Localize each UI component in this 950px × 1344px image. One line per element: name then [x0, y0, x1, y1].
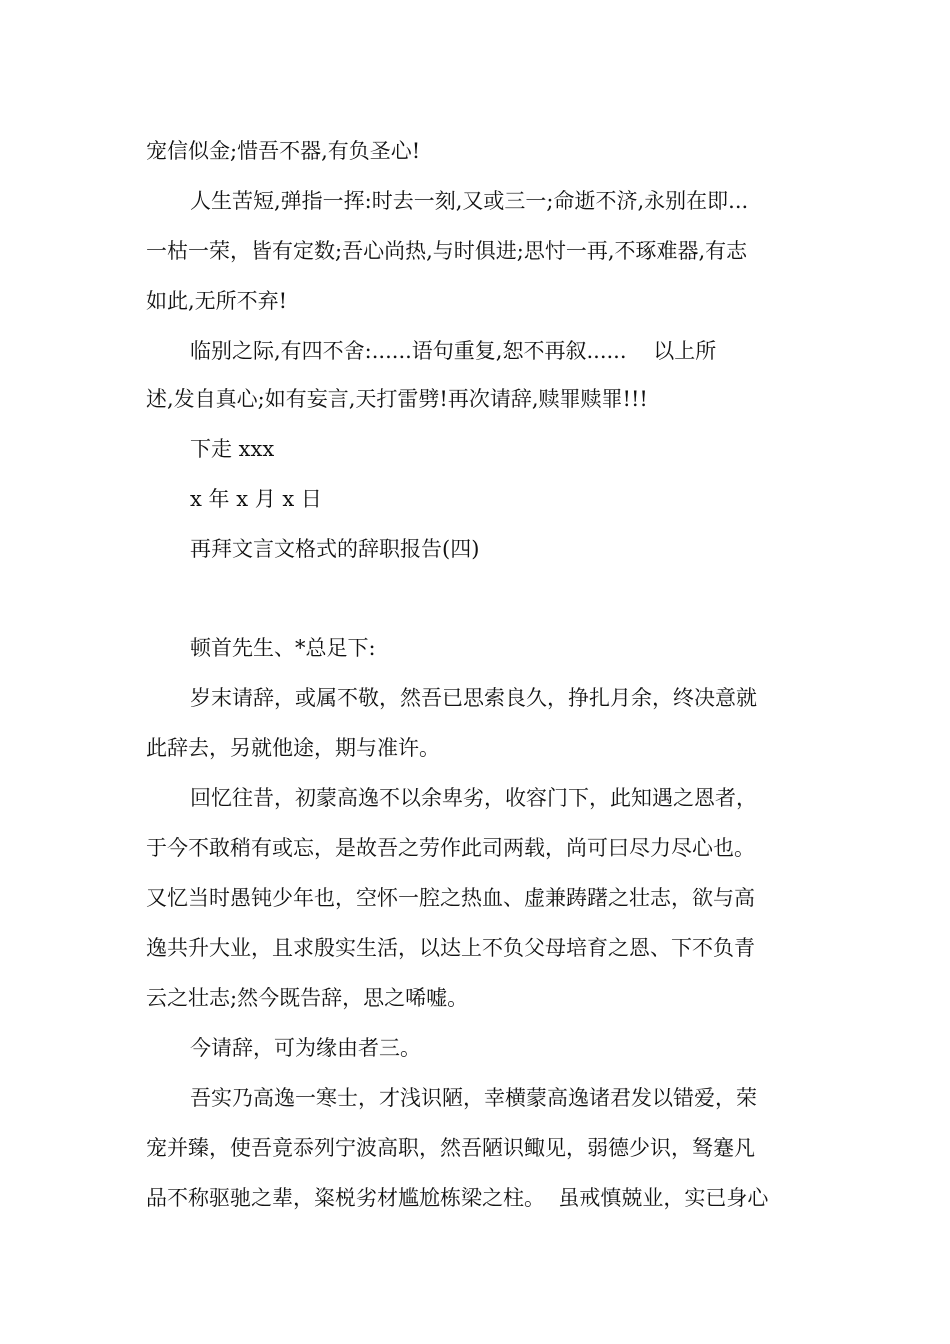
section-title: 再拜文言文格式的辞职报告(四) [190, 537, 480, 561]
date-line: x 年 x 月 x 日 [190, 487, 322, 511]
text-line: 吾实乃高逸一寒士，才浅识陋，幸横蒙高逸诸君发以错爱，荣 [190, 1086, 757, 1110]
text-line: 宠信似金;惜吾不器,有负圣心! [146, 139, 421, 163]
text-line: 如此,无所不弃! [146, 289, 288, 313]
text-line: 述,发自真心;如有妄言,天打雷劈!再次请辞,赎罪赎罪!!! [146, 387, 648, 411]
text-line: 一枯一荣，皆有定数;吾心尚热,与时俱进;思忖一再,不琢难器,有志 [146, 239, 748, 263]
text-line: 品不称驱驰之辈，粢棁劣材尴尬栋梁之柱。 虽戒慎兢业，实已身心 [146, 1186, 769, 1210]
text-line: 逸共升大业，且求殷实生活，以达上不负父母培育之恩、下不负青 [146, 936, 755, 960]
text-line: 又忆当时愚钝少年也，空怀一腔之热血、虚兼踌躇之壮志，欲与高 [146, 886, 755, 910]
salutation: 顿首先生、*总足下: [190, 636, 376, 660]
text-line: 云之壮志;然今既告辞，思之唏嘘。 [146, 986, 469, 1010]
text-line: 今请辞，可为缘由者三。 [190, 1036, 421, 1060]
text-line: 临别之际,有四不舍:......语句重复,恕不再叙...... 以上所 [190, 339, 717, 363]
signature-line: 下走 xxx [190, 437, 275, 461]
text-line: 此辞去，另就他途，期与准许。 [146, 736, 440, 760]
text-line: 于今不敢稍有或忘，是故吾之劳作此司两载，尚可曰尽力尽心也。 [146, 836, 755, 860]
text-line: 人生苦短,弹指一挥:时去一刻,又或三一;命逝不济,永别在即... [190, 189, 749, 213]
text-line: 岁末请辞，或属不敬，然吾已思索良久，挣扎月余，终决意就 [190, 686, 757, 710]
text-line: 宠并臻，使吾竟忝列宁波高职，然吾陋识鲰见，弱德少识，驽蹇凡 [146, 1136, 755, 1160]
text-line: 回忆往昔，初蒙高逸不以余卑劣，收容门下，此知遇之恩者， [190, 786, 757, 810]
